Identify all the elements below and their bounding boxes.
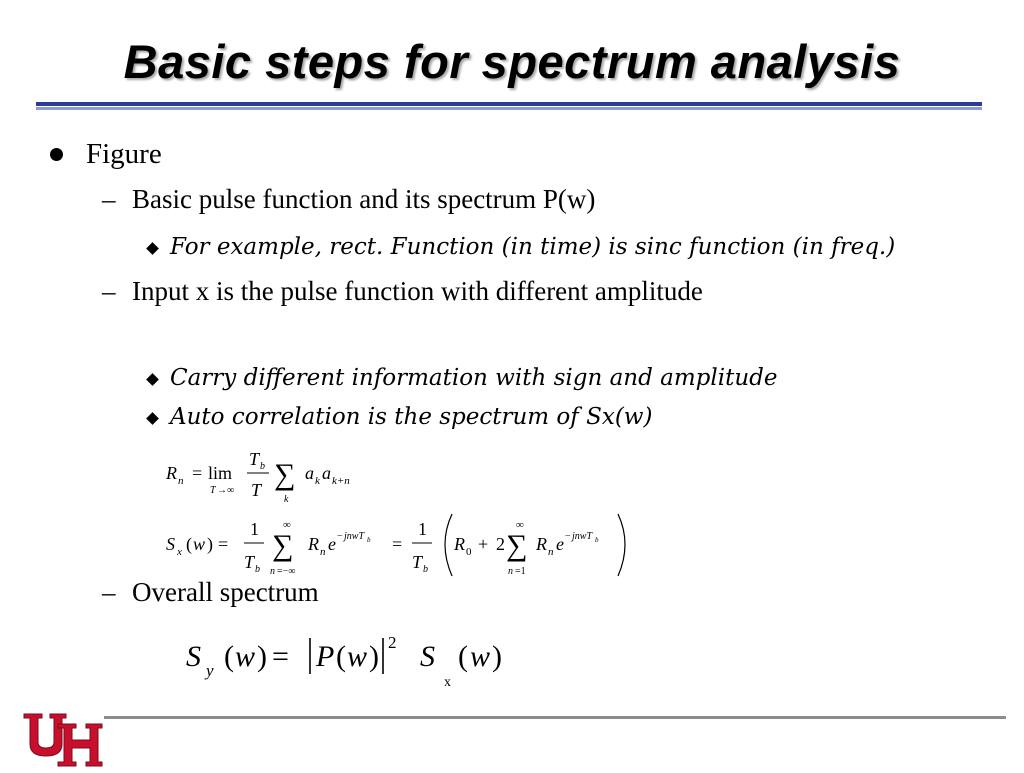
svg-text:n: n bbox=[320, 546, 326, 558]
svg-text:=1: =1 bbox=[515, 566, 526, 577]
svg-text:): ) bbox=[492, 640, 502, 673]
svg-text:b: b bbox=[423, 564, 428, 575]
dash-marker: – bbox=[102, 184, 116, 214]
svg-text:w: w bbox=[470, 640, 491, 673]
svg-text:∞: ∞ bbox=[516, 519, 524, 531]
svg-text:): ) bbox=[257, 640, 267, 673]
svg-text:R: R bbox=[308, 534, 319, 554]
svg-text:n: n bbox=[548, 546, 554, 558]
svg-text:S: S bbox=[186, 640, 201, 673]
bullet-autocorr: Auto correlation is the spectrum of Sx(w) bbox=[170, 404, 653, 430]
bullet-carry: Carry different information with sign and amplitude bbox=[170, 365, 778, 391]
svg-text:∑: ∑ bbox=[506, 529, 528, 562]
equation-autocorrelation bbox=[160, 446, 380, 515]
svg-text:∑: ∑ bbox=[274, 458, 296, 491]
svg-text:∑: ∑ bbox=[272, 529, 294, 562]
svg-text:+: + bbox=[478, 534, 489, 554]
svg-text:k+n: k+n bbox=[332, 475, 350, 487]
dash-marker: – bbox=[102, 577, 116, 607]
svg-text:1: 1 bbox=[418, 519, 427, 539]
svg-text:T: T bbox=[210, 485, 216, 496]
svg-text:R: R bbox=[536, 534, 547, 554]
svg-text:w: w bbox=[193, 534, 206, 554]
bullet-dot bbox=[50, 148, 63, 161]
svg-text:=−∞: =−∞ bbox=[277, 566, 296, 577]
svg-text:→∞: →∞ bbox=[217, 485, 235, 496]
svg-text:n: n bbox=[508, 566, 513, 577]
bullet-input-x: Input x is the pulse function with different amplitude bbox=[132, 276, 703, 306]
svg-text:(: ( bbox=[224, 640, 234, 673]
svg-text:k: k bbox=[315, 475, 320, 487]
svg-text:2: 2 bbox=[388, 633, 397, 652]
dash-marker: – bbox=[102, 276, 116, 306]
svg-text:S: S bbox=[420, 640, 435, 673]
svg-text:=: = bbox=[218, 534, 229, 554]
svg-text:(: ( bbox=[336, 640, 346, 673]
title-underline bbox=[36, 102, 982, 111]
svg-text:1: 1 bbox=[250, 519, 259, 539]
svg-text:lim: lim bbox=[208, 463, 233, 483]
svg-text:x: x bbox=[444, 675, 451, 690]
svg-text:e: e bbox=[328, 534, 336, 554]
svg-text:−: − bbox=[565, 531, 571, 542]
svg-text:w: w bbox=[347, 640, 368, 673]
svg-text:): ) bbox=[369, 640, 379, 673]
svg-text:T: T bbox=[249, 449, 260, 469]
bullet-example: For example, rect. Function (in time) is sinc function (in freq.) bbox=[170, 234, 896, 260]
svg-text:−: − bbox=[337, 531, 343, 542]
slide-title: Basic steps for spectrum analysis bbox=[123, 35, 901, 88]
svg-text:n: n bbox=[270, 566, 275, 577]
svg-text:T: T bbox=[412, 552, 423, 572]
svg-text:b: b bbox=[595, 536, 599, 544]
diamond-marker bbox=[146, 242, 159, 255]
svg-text:∞: ∞ bbox=[283, 519, 291, 531]
svg-text:=: = bbox=[272, 640, 289, 673]
svg-text:b: b bbox=[260, 461, 265, 472]
svg-text:R: R bbox=[166, 463, 177, 483]
svg-text:jnwT: jnwT bbox=[572, 531, 593, 542]
svg-text:=: = bbox=[192, 463, 203, 483]
svg-text:b: b bbox=[367, 536, 371, 544]
svg-text:(: ( bbox=[186, 534, 192, 554]
equation-overall-spectrum bbox=[180, 626, 520, 697]
diamond-marker bbox=[146, 412, 159, 425]
svg-text:): ) bbox=[207, 534, 213, 554]
svg-text:w: w bbox=[235, 640, 256, 673]
svg-text:jnwT: jnwT bbox=[344, 531, 365, 542]
diamond-marker bbox=[146, 373, 159, 386]
svg-text:b: b bbox=[255, 564, 260, 575]
svg-text:0: 0 bbox=[466, 546, 472, 558]
svg-text:R: R bbox=[454, 534, 465, 554]
bullet-overall: Overall spectrum bbox=[132, 577, 319, 607]
svg-text:T: T bbox=[251, 480, 262, 500]
svg-text:x: x bbox=[177, 546, 182, 558]
svg-text:a: a bbox=[322, 463, 331, 483]
svg-text:T: T bbox=[244, 552, 255, 572]
svg-text:n: n bbox=[178, 475, 184, 487]
uh-logo-icon bbox=[22, 712, 104, 773]
svg-text:2: 2 bbox=[496, 534, 505, 554]
bullet-basic-pulse: Basic pulse function and its spectrum P(w) bbox=[132, 184, 596, 214]
svg-text:k: k bbox=[284, 494, 289, 505]
svg-text:(: ( bbox=[458, 640, 468, 673]
footer-rule bbox=[104, 716, 1006, 719]
svg-text:=: = bbox=[392, 534, 403, 554]
bullet-figure: Figure bbox=[86, 138, 162, 170]
svg-text:a: a bbox=[305, 463, 314, 483]
svg-text:S: S bbox=[166, 534, 175, 554]
svg-text:y: y bbox=[206, 661, 214, 680]
svg-text:e: e bbox=[556, 534, 564, 554]
svg-text:P: P bbox=[316, 640, 335, 673]
